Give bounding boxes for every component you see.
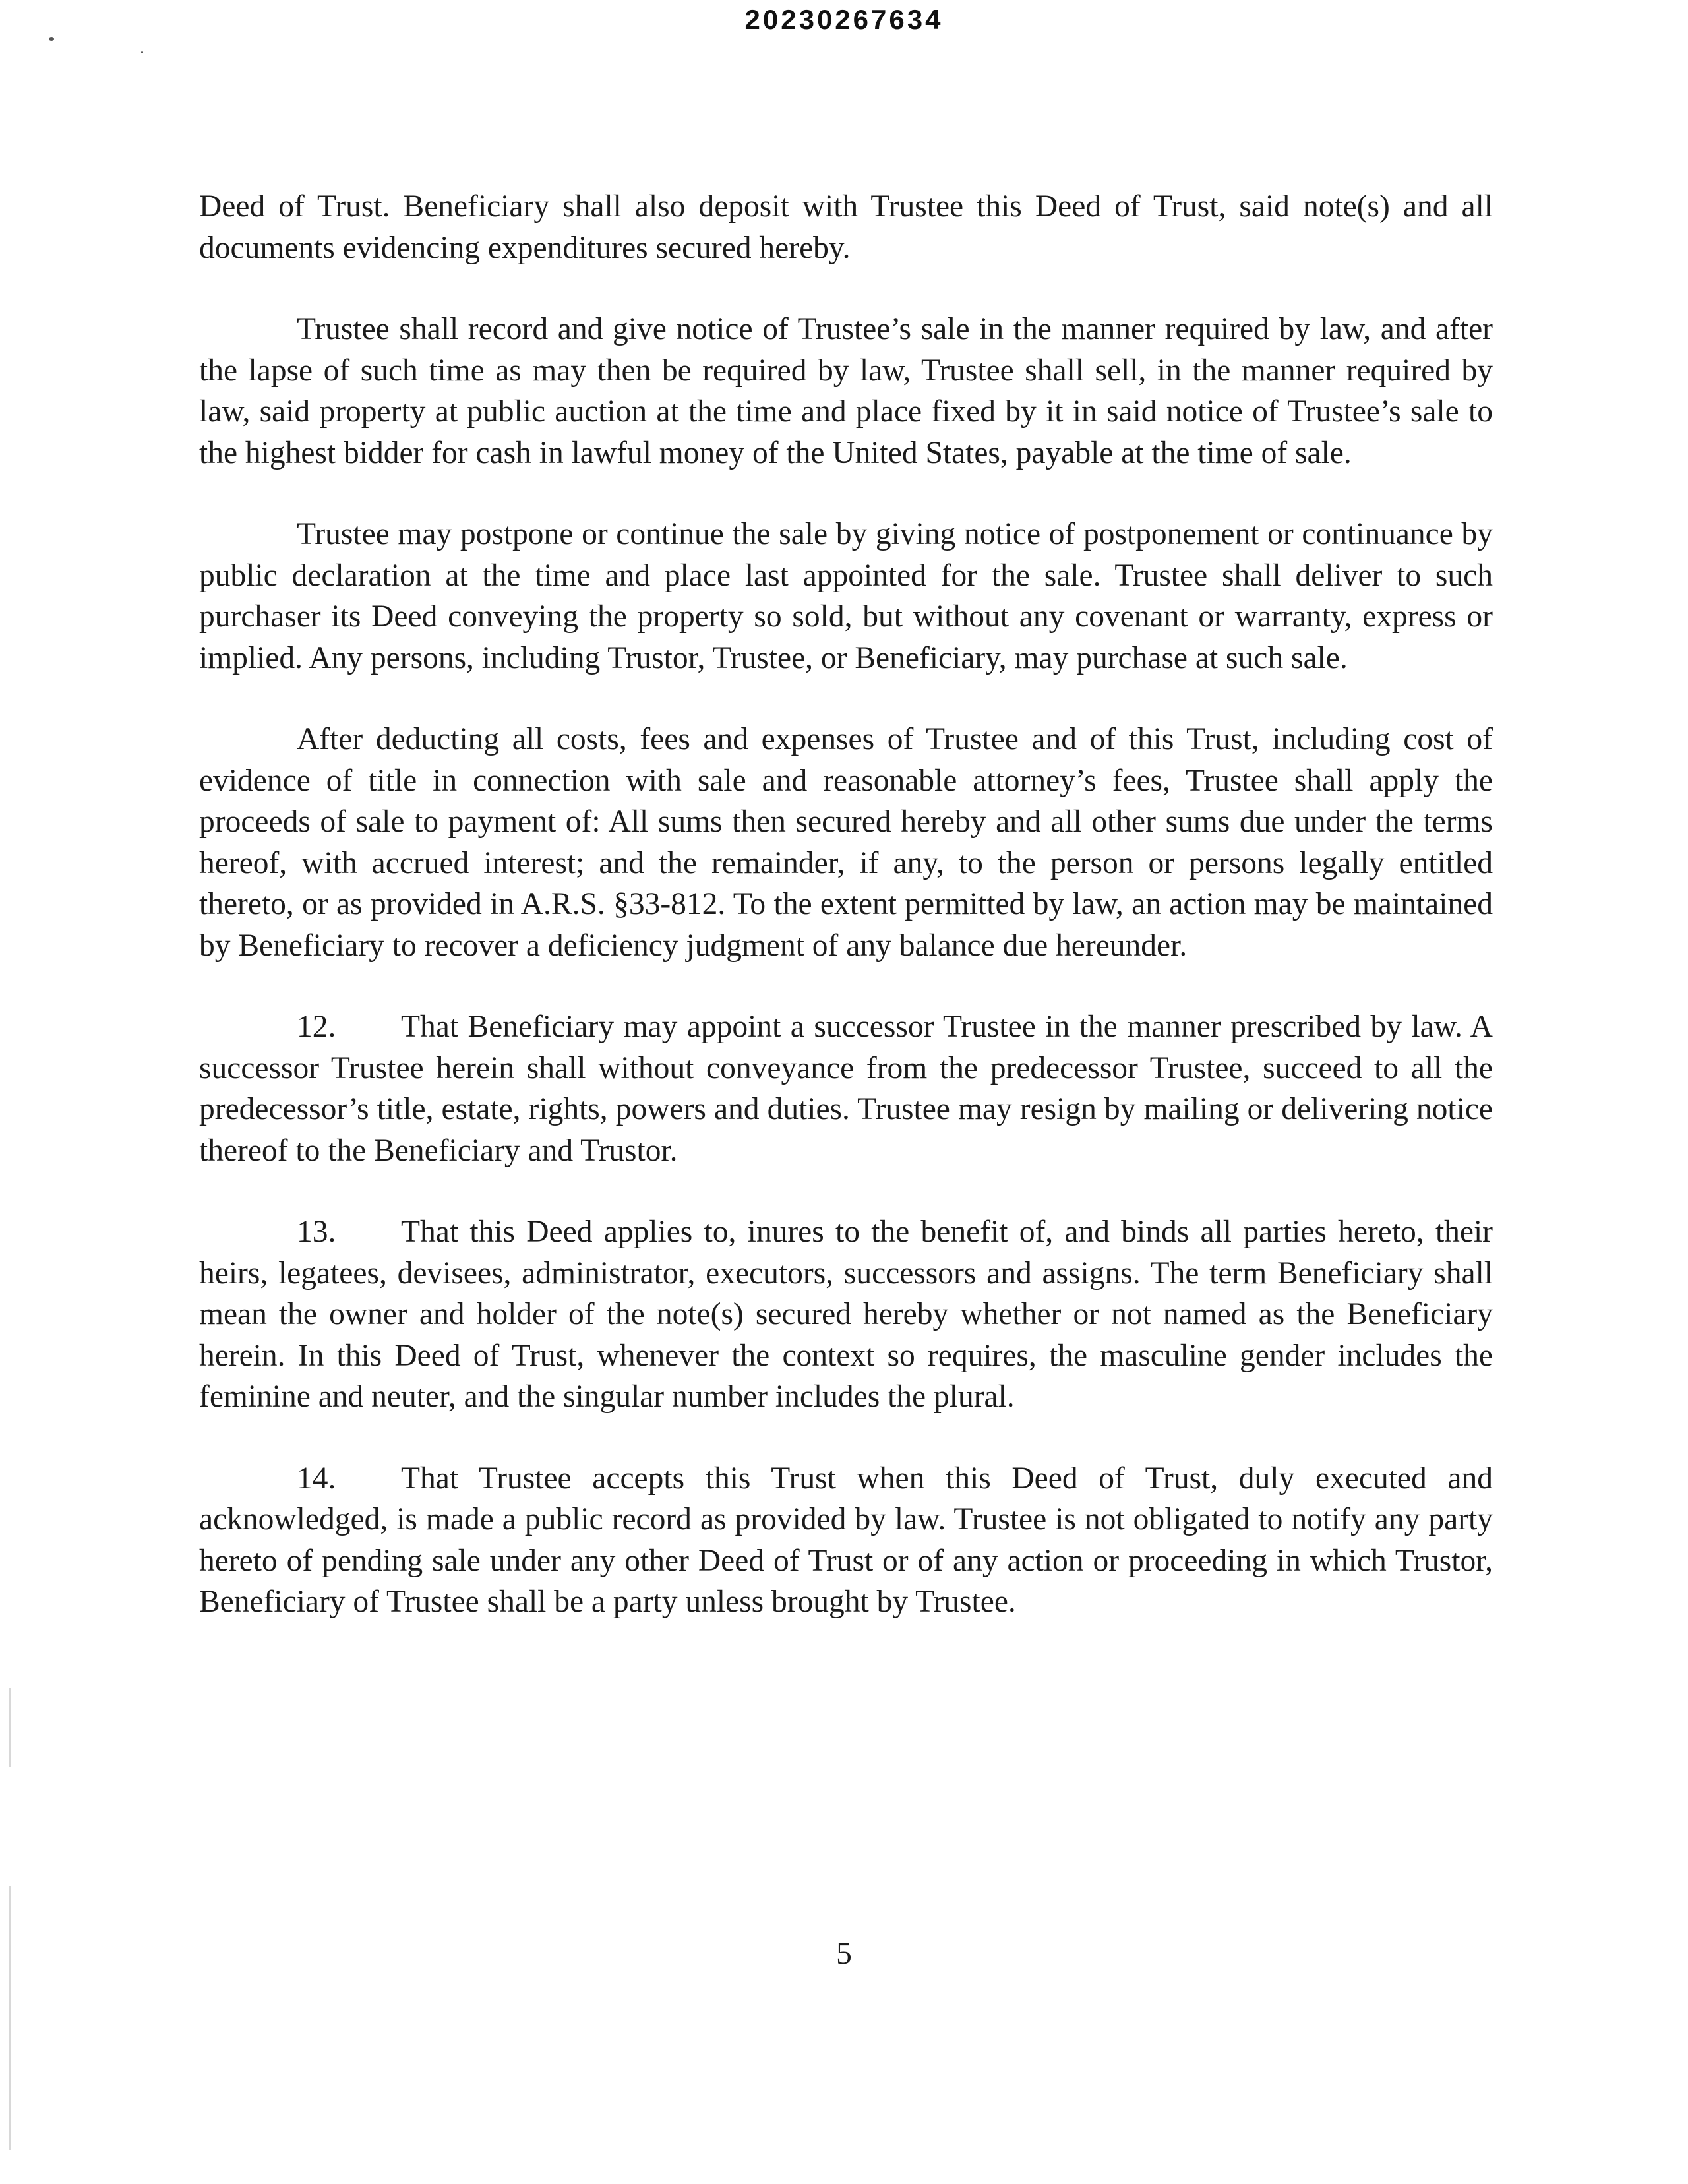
paragraph-postponement <box>199 514 1493 679</box>
paragraph-12 <box>199 1006 1493 1171</box>
paragraph-trustee-sale <box>199 309 1493 473</box>
paragraph-text: Trustee shall record and give notice of Trustee’s sale in the manner required by law, and after the lapse of such time as may then be required by law, Trustee shall sell, in the manner required by law, said property at public auction at the time and place fixed by it in said notice of Trustee’s sale to the highest bidder for cash in lawful money of the United States, payable at the time of sale. <box>199 312 1493 470</box>
paragraph-text: That this Deed applies to, inures to the benefit of, and binds all parties hereto, their heirs, legatees, devisees, administrator, executors, successors and assigns. The term Beneficiary shall mean the owner and holder of the note(s) secured hereby whether or not named as the Beneficiary herein. In this Deed of Trust, whenever the context so requires, the masculine gender includes the feminine and neuter, and the singular number includes the plural. <box>199 1215 1493 1414</box>
recording-number: 20230267634 <box>744 4 944 35</box>
scan-speck <box>49 37 54 41</box>
paragraph-continuation <box>199 186 1493 268</box>
paragraph-number: 12. <box>297 1010 336 1044</box>
scan-edge-mark <box>9 1886 11 2150</box>
paragraph-text: Deed of Trust. Beneficiary shall also deposit with Trustee this Deed of Trust, said note(s) and all documents evidencing expenditures secured hereby. <box>199 189 1493 265</box>
paragraph-text: Trustee may postpone or continue the sale by giving notice of postponement or continuance by public declaration at the time and place last appointed for the sale. Trustee shall deliver to such purchaser its Deed conveying the property so sold, but without any covenant or warranty, express or implied. Any persons, including Trustor, Trustee, or Beneficiary, may purchase at such sale. <box>199 517 1493 675</box>
paragraph-proceeds <box>199 719 1493 966</box>
paragraph-14 <box>199 1458 1493 1623</box>
document-body <box>199 186 1493 1663</box>
paragraph-13 <box>199 1211 1493 1418</box>
page-number: 5 <box>836 1937 852 1971</box>
scan-edge-mark <box>9 1688 11 1767</box>
paragraph-text: After deducting all costs, fees and expenses of Trustee and of this Trust, including cost of evidence of title in connection with sale and reasonable attorney’s fees, Trustee shall apply the proceeds of sale to payment of: All sums then secured hereby and all other sums due under the terms hereof, with accrued interest; and the remainder, if any, to the person or persons legally entitled thereto, or as provided in A.R.S. §33-812. To the extent permitted by law, an action may be maintained by Beneficiary to recover a deficiency judgment of any balance due hereunder. <box>199 722 1493 963</box>
paragraph-text: That Beneficiary may appoint a successor Trustee in the manner prescribed by law. A successor Trustee herein shall without conveyance from the predecessor Trustee, succeed to all the predecessor’s title, estate, rights, powers and duties. Trustee may resign by mailing or delivering notice thereof to the Beneficiary and Trustor. <box>199 1010 1493 1168</box>
paragraph-number: 13. <box>297 1215 336 1249</box>
paragraph-number: 14. <box>297 1461 336 1496</box>
paragraph-text: That Trustee accepts this Trust when this Deed of Trust, duly executed and acknowledged, is made a public record as provided by law. Trustee is not obligated to notify any party hereto of pending sale under any other Deed of Trust or of any action or proceeding in which Trustor, Beneficiary of Trustee shall be a party unless brought by Trustee. <box>199 1461 1493 1619</box>
scan-speck <box>141 51 143 53</box>
